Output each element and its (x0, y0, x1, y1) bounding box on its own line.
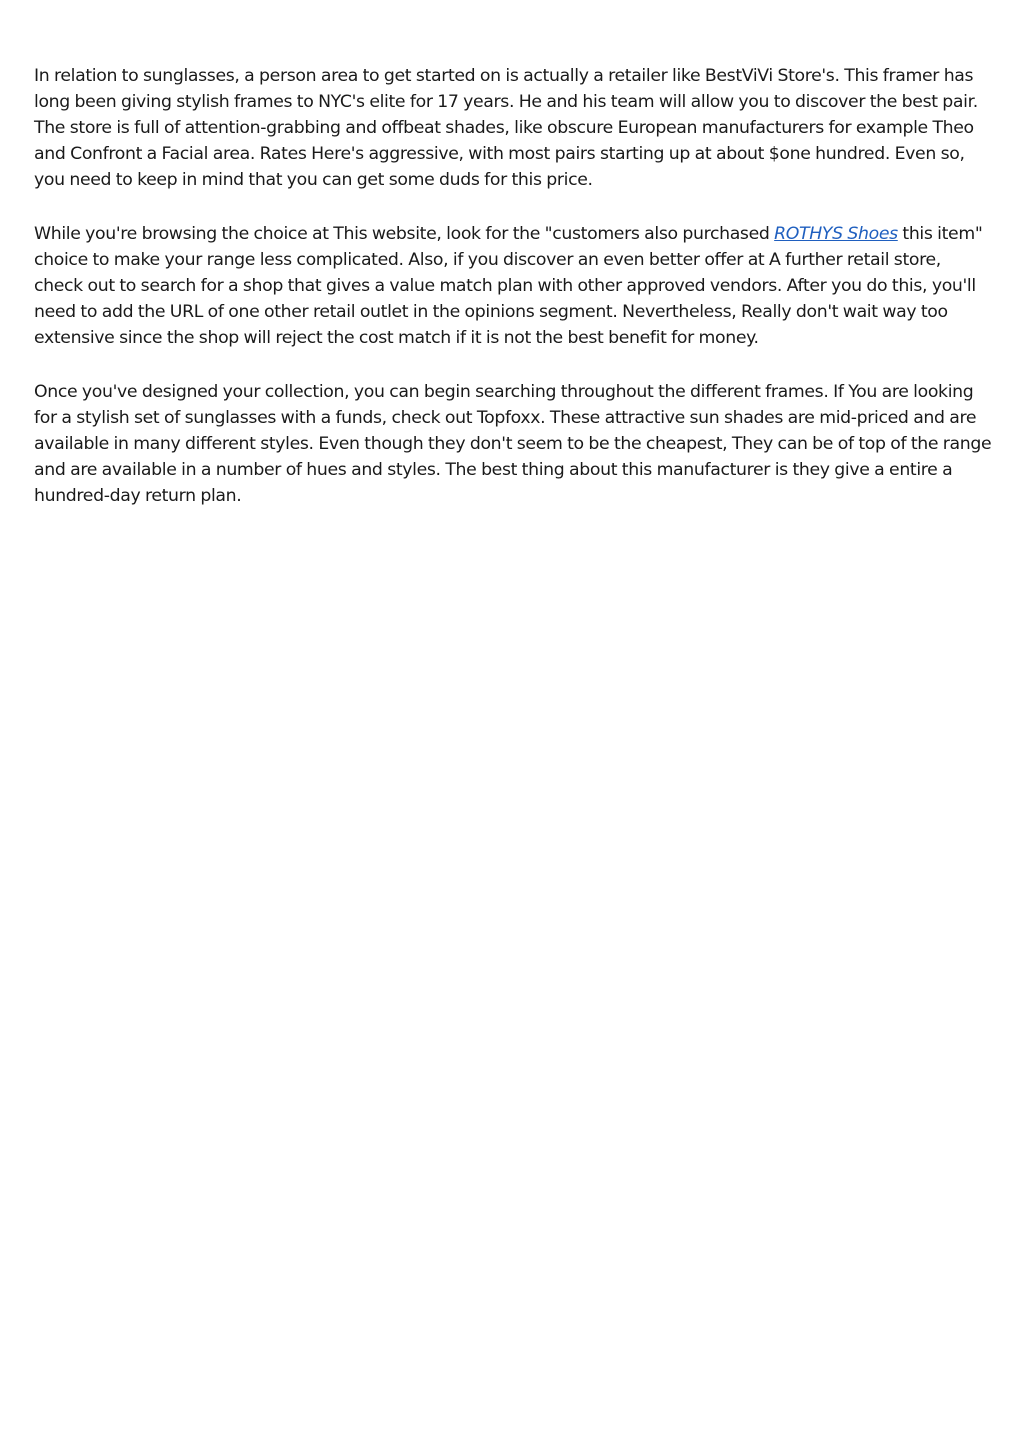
article-body (34, 63, 992, 537)
paragraph-2 (34, 221, 992, 351)
rothys-shoes-link[interactable]: ROTHYS Shoes (774, 224, 898, 244)
paragraph-3: Once you've designed your collection, you can begin searching throughout the different frames. If You are looking for a stylish set of sunglasses with a funds, check out Topfoxx. These attractive sun shades are mid-priced and are available in many different styles. Even though they don't seem to be the cheapest, They can be of top of the range and are available in a number of hues and styles. The best thing about this manufacturer is they give a entire a hundred-day return plan. (34, 382, 992, 506)
paragraph-1: In relation to sunglasses, a person area to get started on is actually a retailer like BestViVi Store's. This framer has long been giving stylish frames to NYC's elite for 17 years. He and his team will allow you to discover the best pair. The store is full of attention-grabbing and offbeat shades, like obscure European manufacturers for example Theo and Confront a Facial area. Rates Here's aggressive, with most pairs starting up at about $one hundred. Even so, you need to keep in mind that you can get some duds for this price. (34, 66, 978, 190)
paragraph-2-text-after-link: this item" choice to make your range less complicated. Also, if you discover an even better offer at A further retail store, check out to search for a shop that gives a value match plan with other approved vendors. After you do this, you'll need to add the URL of one other retail outlet in the opinions segment. Nevertheless, Really don't wait way too extensive since the shop will reject the cost match if it is not the best benefit for money. (34, 224, 983, 348)
paragraph-2-text-before-link: While you're browsing the choice at This website, look for the "customers also purchased (34, 224, 775, 244)
